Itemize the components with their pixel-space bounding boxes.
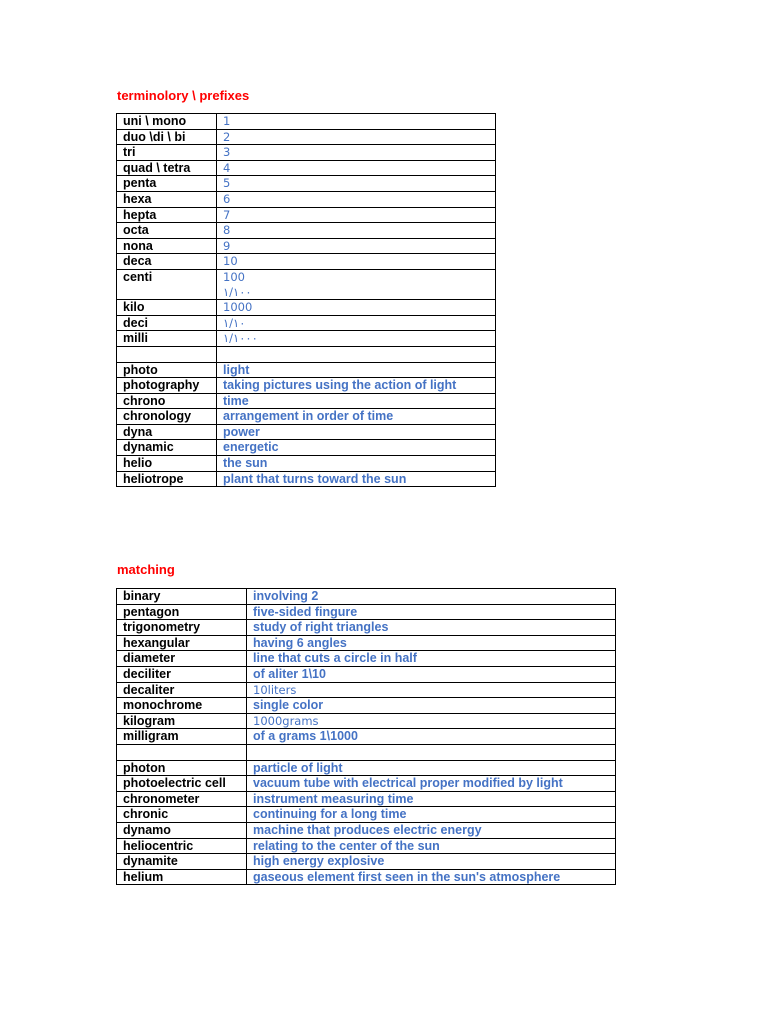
meaning-cell: taking pictures using the action of light [217,378,496,394]
meaning-cell: light [217,362,496,378]
term-cell: monochrome [117,698,247,714]
table-row [117,346,496,362]
meaning-line-2: ١/١٠٠ [223,284,252,299]
table-row [117,269,496,299]
term-cell: diameter [117,651,247,667]
table-row [117,604,616,620]
term-cell: dynamo [117,822,247,838]
term-cell: binary [117,589,247,605]
term-cell: decaliter [117,682,247,698]
table-row [117,114,496,130]
term-cell: deci [117,315,217,331]
meaning-cell: 6 [217,191,496,207]
meaning-cell: power [217,424,496,440]
table-row [117,393,496,409]
meaning-cell: 1000 [217,300,496,316]
table-row [117,129,496,145]
table-row [117,145,496,161]
meaning-cell: ١/١٠٠٠ [217,331,496,347]
term-cell: photography [117,378,217,394]
table-row [117,869,616,885]
meaning-cell: relating to the center of the sun [247,838,616,854]
meaning-cell: 1 [217,114,496,130]
meaning-cell: ١/١٠ [217,315,496,331]
term-cell: hexangular [117,635,247,651]
table-row [117,378,496,394]
meaning-cell: 9 [217,238,496,254]
term-cell: chronology [117,409,217,425]
term-cell: deca [117,254,217,270]
table-row [117,300,496,316]
term-cell: chronic [117,807,247,823]
table-row [117,589,616,605]
term-cell: dynamite [117,854,247,870]
term-cell: penta [117,176,217,192]
term-cell: kilo [117,300,217,316]
meaning-line: 100 [223,269,245,284]
meaning-cell: single color [247,698,616,714]
table-row [117,471,496,487]
meaning-cell: 10 [217,254,496,270]
term-cell: helium [117,869,247,885]
term-cell: hexa [117,191,217,207]
table-row [117,331,496,347]
meaning-cell: 10liters [247,682,616,698]
table-row [117,176,496,192]
meaning-cell: 7 [217,207,496,223]
table-row [117,409,496,425]
term-cell: quad \ tetra [117,160,217,176]
meaning-cell: instrument measuring time [247,791,616,807]
table-row [117,822,616,838]
table-row [117,160,496,176]
table-row [117,207,496,223]
meaning-cell: 4 [217,160,496,176]
term-cell: trigonometry [117,620,247,636]
meaning-cell: vacuum tube with electrical proper modified by light [247,776,616,792]
table-row [117,854,616,870]
term-cell: deciliter [117,666,247,682]
table-row [117,807,616,823]
meaning-cell [217,346,496,362]
table-row [117,440,496,456]
meaning-cell: five-sided fingure [247,604,616,620]
meaning-cell: 1000grams [247,713,616,729]
table-row [117,698,616,714]
prefixes-heading: terminolory \ prefixes [117,88,250,103]
table-row [117,760,616,776]
term-cell [117,346,217,362]
matching-heading: matching [117,562,175,577]
term-cell: uni \ mono [117,114,217,130]
meaning-cell [247,744,616,760]
meaning-cell: arrangement in order of time [217,409,496,425]
table-row [117,191,496,207]
table-row [117,315,496,331]
meaning-cell: continuing for a long time [247,807,616,823]
term-cell: heliocentric [117,838,247,854]
term-cell: photoelectric cell [117,776,247,792]
matching-table [116,588,616,885]
table-row [117,713,616,729]
term-cell: chronometer [117,791,247,807]
meaning-cell: particle of light [247,760,616,776]
term-cell: octa [117,223,217,239]
table-row [117,838,616,854]
term-cell: chrono [117,393,217,409]
table-row [117,456,496,472]
meaning-cell: involving 2 [247,589,616,605]
term-cell: photo [117,362,217,378]
meaning-cell: line that cuts a circle in half [247,651,616,667]
term-cell: dynamic [117,440,217,456]
table-row [117,424,496,440]
table-row [117,666,616,682]
term-cell: tri [117,145,217,161]
term-cell: pentagon [117,604,247,620]
table-row [117,620,616,636]
term-cell: milli [117,331,217,347]
table-row [117,744,616,760]
meaning-cell [217,269,496,299]
table-row [117,791,616,807]
meaning-cell: 8 [217,223,496,239]
term-cell: helio [117,456,217,472]
term-cell: dyna [117,424,217,440]
meaning-cell: time [217,393,496,409]
meaning-cell: machine that produces electric energy [247,822,616,838]
meaning-cell: of a grams 1\1000 [247,729,616,745]
meaning-cell: 5 [217,176,496,192]
term-cell: duo \di \ bi [117,129,217,145]
table-row [117,254,496,270]
table-row [117,223,496,239]
table-row [117,651,616,667]
term-cell: centi [117,269,217,299]
term-cell: heliotrope [117,471,217,487]
meaning-cell: 3 [217,145,496,161]
term-cell [117,744,247,760]
meaning-cell: the sun [217,456,496,472]
meaning-cell: gaseous element first seen in the sun's atmosphere [247,869,616,885]
meaning-cell: plant that turns toward the sun [217,471,496,487]
meaning-cell: of aliter 1\10 [247,666,616,682]
meaning-cell: having 6 angles [247,635,616,651]
term-cell: milligram [117,729,247,745]
table-row [117,682,616,698]
term-cell: hepta [117,207,217,223]
table-row [117,238,496,254]
term-cell: nona [117,238,217,254]
table-row [117,362,496,378]
prefixes-table [116,113,496,487]
term-cell: photon [117,760,247,776]
meaning-cell: high energy explosive [247,854,616,870]
table-row [117,635,616,651]
table-row [117,729,616,745]
meaning-cell: 2 [217,129,496,145]
meaning-cell: energetic [217,440,496,456]
meaning-cell: study of right triangles [247,620,616,636]
table-row [117,776,616,792]
term-cell: kilogram [117,713,247,729]
